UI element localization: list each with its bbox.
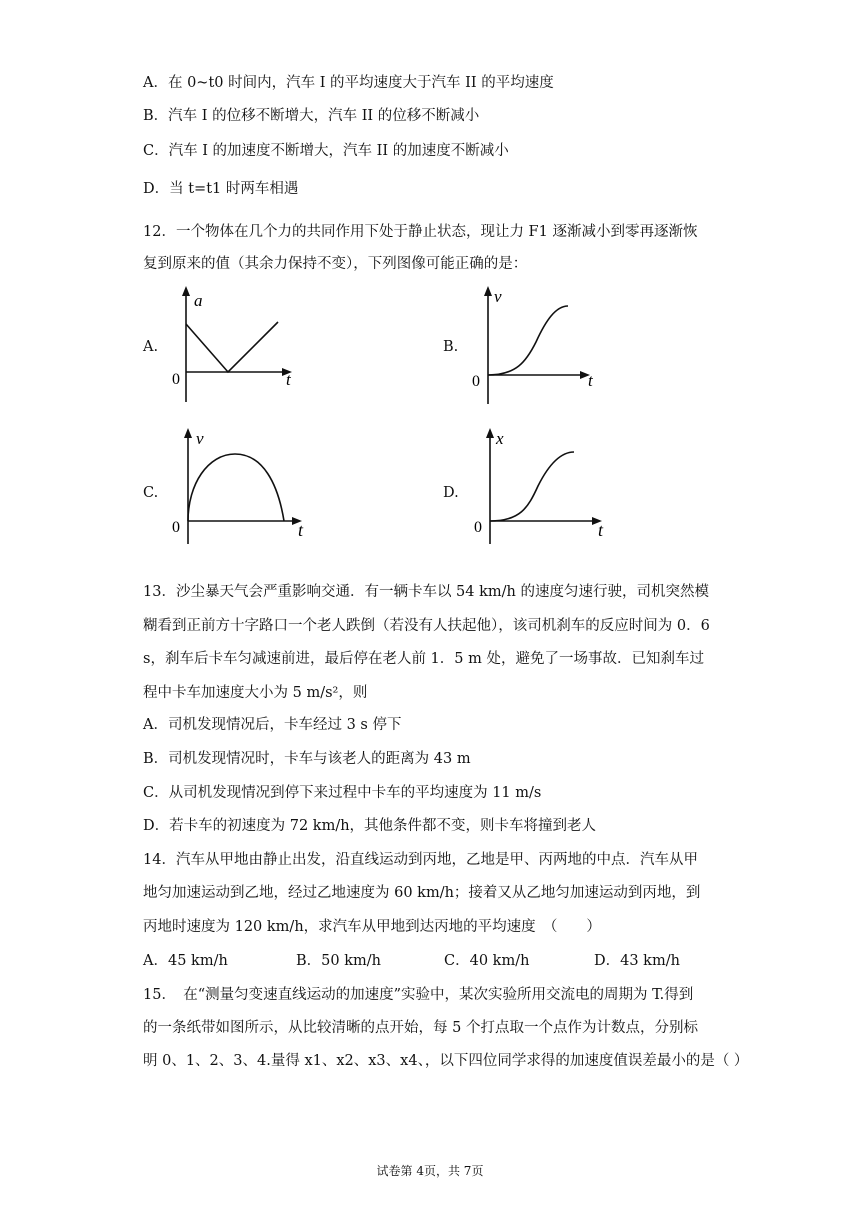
q12-stem-line-2: 复到原来的值（其余力保持不变），下列图像可能正确的是：	[143, 256, 528, 272]
q11-option-d: D．当 t=t1 时两车相遇	[143, 181, 299, 197]
graph-c-y-label: v	[196, 429, 204, 448]
q13-option-c: C．从司机发现情况到停下来过程中卡车的平均速度为 11 m/s	[143, 785, 542, 801]
q15-stem-line-3: 明 0、1、2、3、4.量得 x1、x2、x3、x4、，以下四位同学求得的加速度值误差最小的是（ ）	[143, 1053, 749, 1069]
q13-option-b: B．司机发现情况时，卡车与该老人的距离为 43 m	[143, 751, 471, 767]
graph-a	[168, 282, 308, 407]
graph-d-origin: 0	[474, 519, 482, 536]
graph-a-y-arrow	[182, 286, 190, 296]
q11-option-b: B．汽车 I 的位移不断增大，汽车 II 的位移不断减小	[143, 108, 480, 124]
q11-option-c: C．汽车 I 的加速度不断增大，汽车 II 的加速度不断减小	[143, 143, 509, 159]
graph-a-option-label: A.	[143, 339, 159, 355]
graph-d-y-arrow	[486, 428, 494, 438]
q14-option-a: A．45 km/h	[143, 953, 228, 969]
graph-b-option-label: B.	[443, 339, 459, 355]
page-footer: 试卷第 4页，共 7页	[376, 1164, 484, 1178]
graph-b-y-arrow	[484, 286, 492, 296]
graph-d-curve	[490, 452, 574, 521]
q13-stem-line-4: 程中卡车加速度大小为 5 m/s²，则	[143, 685, 368, 701]
graph-c-y-arrow	[184, 428, 192, 438]
q14-stem-line-3: 丙地时速度为 120 km/h，求汽车从甲地到达丙地的平均速度 （ ）	[143, 919, 601, 935]
q11-option-a: A．在 0~t0 时间内，汽车 I 的平均速度大于汽车 II 的平均速度	[143, 75, 554, 91]
graph-d-y-label: x	[496, 429, 504, 448]
graph-c-origin: 0	[172, 519, 180, 536]
q14-option-c: C．40 km/h	[444, 953, 530, 969]
graph-b-y-label: v	[494, 287, 502, 306]
q12-stem-line-1: 12．一个物体在几个力的共同作用下处于静止状态，现让力 F1 逐渐减小到零再逐渐恢	[143, 224, 698, 240]
graph-a-curve	[186, 322, 278, 372]
q13-stem-line-2: 糊看到正前方十字路口一个老人跌倒（若没有人扶起他），该司机刹车的反应时间为 0．6	[143, 618, 710, 634]
graph-b-origin: 0	[472, 373, 480, 390]
graph-a-x-label: t	[286, 370, 291, 389]
q15-stem-line-2: 的一条纸带如图所示，从比较清晰的点开始，每 5 个打点取一个点作为计数点，分别标	[143, 1020, 698, 1036]
q14-stem-line-1: 14．汽车从甲地由静止出发，沿直线运动到丙地，乙地是甲、丙两地的中点．汽车从甲	[143, 852, 698, 868]
graph-c-x-label: t	[298, 520, 304, 540]
q13-option-a: A．司机发现情况后，卡车经过 3 s 停下	[143, 717, 402, 733]
graph-d	[468, 424, 618, 546]
q14-option-b: B．50 km/h	[296, 953, 381, 969]
graph-b-x-label: t	[588, 371, 593, 390]
graph-d-option-label: D.	[443, 485, 459, 501]
graph-c-option-label: C.	[143, 485, 159, 501]
q15-stem-line-1: 15． 在“测量匀变速直线运动的加速度”实验中，某次实验所用交流电的周期为 T.得到	[143, 987, 694, 1003]
graph-d-x-label: t	[598, 520, 604, 540]
q14-option-d: D．43 km/h	[594, 953, 680, 969]
q13-stem-line-1: 13．沙尘暴天气会严重影响交通．有一辆卡车以 54 km/h 的速度匀速行驶，司机突然模	[143, 584, 709, 600]
graph-a-y-label: a	[194, 291, 203, 310]
q13-option-d: D．若卡车的初速度为 72 km/h，其他条件都不变，则卡车将撞到老人	[143, 818, 597, 834]
graph-b-curve	[488, 306, 568, 375]
graph-c	[168, 424, 318, 546]
graph-c-curve	[188, 454, 284, 521]
q14-stem-line-2: 地匀加速运动到乙地，经过乙地速度为 60 km/h；接着又从乙地匀加速运动到丙地，到	[143, 885, 701, 901]
q13-stem-line-3: s，刹车后卡车匀减速前进，最后停在老人前 1．5 m 处，避免了一场事故．已知刹车过	[143, 651, 704, 667]
graph-a-origin: 0	[172, 371, 180, 388]
graph-b	[468, 282, 608, 407]
